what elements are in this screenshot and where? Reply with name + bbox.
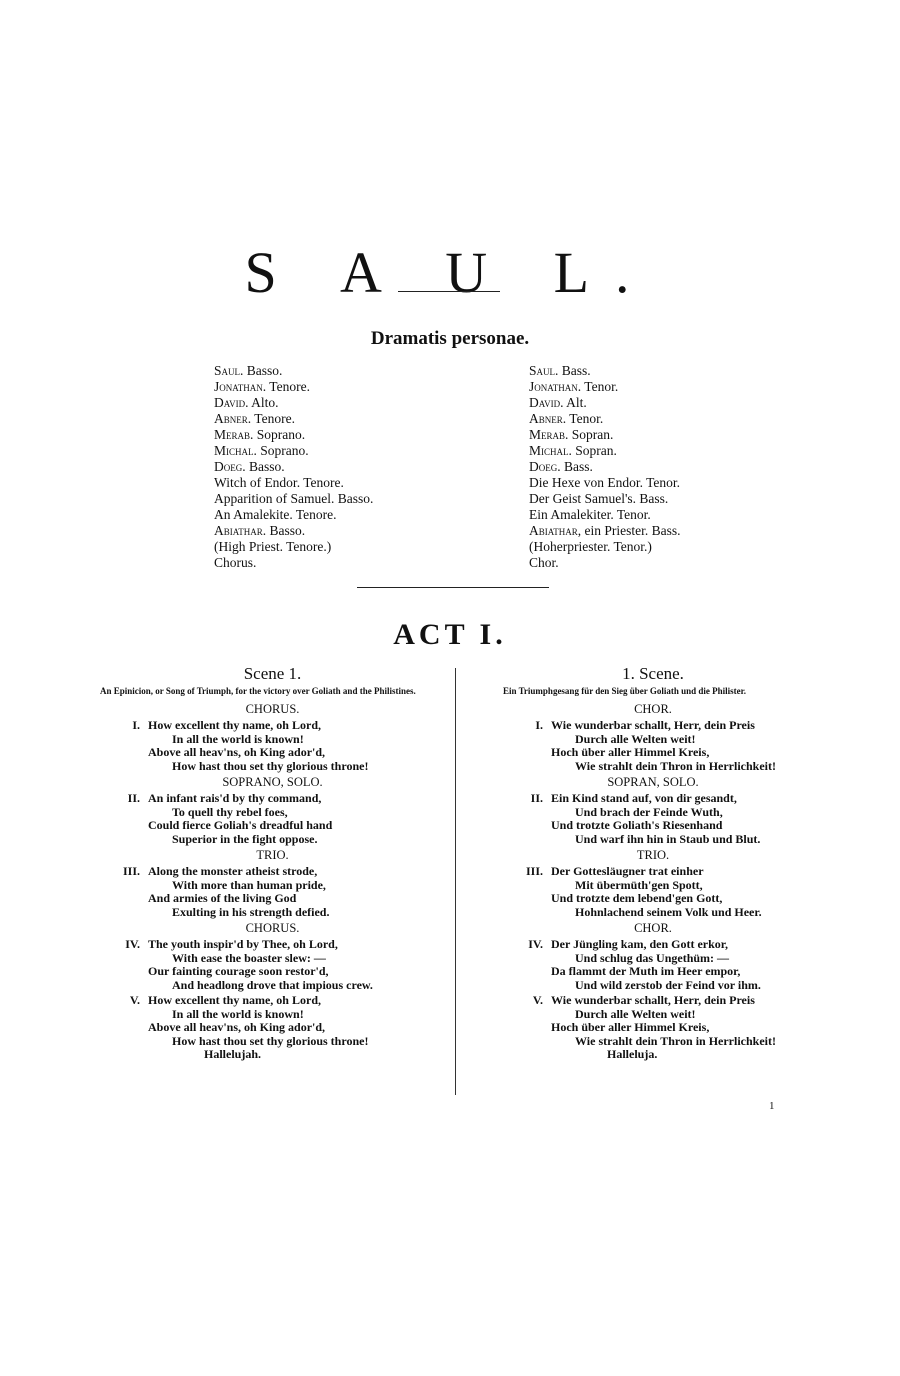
verse-line: Der Jüngling kam, den Gott erkor, [551, 937, 729, 951]
persona-entry [529, 539, 681, 555]
persona-name: Merab. [529, 427, 569, 442]
persona-voice: Alto. [251, 395, 279, 410]
verse-line: Above all heav'ns, oh King ador'd, [148, 745, 326, 759]
stanza-number: I. [535, 718, 543, 732]
persona-entry [529, 427, 681, 443]
verse-line: How hast thou set thy glorious throne! [172, 758, 369, 773]
persona-voice: (Hoherpriester. Tenor.) [529, 539, 652, 554]
persona-entry [529, 379, 681, 395]
persona-entry [214, 555, 373, 571]
persona-name: Doeg. [214, 459, 246, 474]
persona-voice: Basso. [249, 459, 285, 474]
persona-voice: Basso. [246, 363, 283, 378]
stanza [100, 865, 445, 919]
stanza [503, 994, 803, 1062]
verse-line: Wie strahlt dein Thron in Herrlichkeit! [575, 1033, 777, 1048]
persona-entry [529, 507, 681, 523]
verse-line: Hohnlachend seinem Volk und Heer. [575, 904, 762, 919]
page-title: S A U L. [244, 239, 656, 305]
persona-voice: Bass. [561, 363, 591, 378]
verse-line: Superior in the fight oppose. [172, 831, 318, 846]
persona-entry [529, 363, 681, 379]
scene-subtitle: Ein Triumphgesang für den Sieg über Goliath und die Philister. [503, 686, 747, 696]
persona-voice: Alt. [566, 395, 587, 410]
persona-name: Saul. [529, 363, 559, 378]
persona-entry [529, 555, 681, 571]
persona-voice: An Amalekite. Tenore. [214, 507, 337, 522]
persona-entry [529, 475, 681, 491]
german-column [503, 664, 803, 1064]
verse-line: Ein Kind stand auf, von dir gesandt, [551, 791, 737, 805]
persona-name: Jonathan. [529, 379, 582, 394]
persona-entry [214, 363, 373, 379]
voice-heading: SOPRANO, SOLO. [222, 775, 323, 789]
stanza [503, 792, 803, 846]
verse-line: Und warf ihn hin in Staub und Blut. [575, 831, 761, 846]
column-divider [455, 668, 456, 1095]
dramatis-heading: Dramatis personae. [370, 328, 530, 349]
verse-line: Halleluja. [607, 1047, 658, 1061]
persona-voice: Chorus. [214, 555, 257, 570]
persona-voice: Bass. [564, 459, 593, 474]
persona-entry [214, 395, 373, 411]
persona-name: Saul. [214, 363, 244, 378]
stanza [503, 865, 803, 919]
stanza-number: IV. [125, 937, 140, 951]
voice-heading: TRIO. [636, 848, 670, 862]
persona-name: David. [529, 395, 564, 410]
verse-line: Along the monster atheist strode, [148, 864, 318, 878]
persona-entry [214, 379, 373, 395]
persona-entry [529, 491, 681, 507]
verse-line: Und schlug das Ungethüm: — [575, 950, 730, 965]
verse-line: Da flammt der Muth im Heer empor, [551, 964, 741, 978]
verse-line: Our fainting courage soon restor'd, [148, 964, 329, 978]
scene-title: Scene 1. [243, 664, 302, 683]
voice-heading: CHOR. [634, 702, 672, 716]
persona-entry [214, 475, 373, 491]
persona-name: Abiathar. [214, 523, 267, 538]
verse-line: In all the world is known! [172, 731, 304, 746]
persona-name: Michal. [214, 443, 257, 458]
persona-entry [529, 523, 681, 539]
persona-voice: Tenore. [269, 379, 310, 394]
verse-line: Exulting in his strength defied. [172, 904, 330, 919]
persona-voice: Tenore. [254, 411, 295, 426]
verse-line: Wie wunderbar schallt, Herr, dein Preis [551, 718, 755, 732]
verse-line: How excellent thy name, oh Lord, [148, 993, 321, 1007]
scene-title: 1. Scene. [622, 664, 684, 683]
persona-voice: Ein Amalekiter. Tenor. [529, 507, 651, 522]
personae-list-german [529, 363, 681, 571]
persona-entry [214, 459, 373, 475]
stanza [100, 792, 445, 846]
voice-heading: CHORUS. [245, 702, 300, 716]
stanza-number: I. [132, 718, 140, 732]
persona-voice: Apparition of Samuel. Basso. [214, 491, 374, 506]
verse-line: Wie strahlt dein Thron in Herrlichkeit! [575, 758, 777, 773]
stanza-number: II. [530, 791, 543, 805]
persona-entry [214, 507, 373, 523]
verse-line: With ease the boaster slew: — [172, 950, 326, 965]
stanza [100, 719, 445, 773]
persona-voice: Tenor. [569, 411, 604, 426]
persona-name: David. [214, 395, 249, 410]
persona-voice: ein Priester. Bass. [584, 523, 681, 538]
verse-line: Und trotzte Goliath's Riesenhand [551, 818, 723, 832]
verse-line: Hoch über aller Himmel Kreis, [551, 745, 710, 759]
stanza [100, 994, 445, 1062]
persona-voice: Chor. [529, 555, 559, 570]
persona-name: Abiathar, [529, 523, 582, 538]
persona-name: Jonathan. [214, 379, 267, 394]
persona-entry [529, 459, 681, 475]
act-rule [357, 587, 549, 588]
persona-name: Abner. [214, 411, 252, 426]
persona-name: Michal. [529, 443, 572, 458]
stanza-number: II. [127, 791, 140, 805]
stanza-number: III. [525, 864, 543, 878]
voice-heading: TRIO. [256, 848, 289, 862]
persona-voice: (High Priest. Tenore.) [214, 539, 332, 554]
persona-voice: Tenor. [584, 379, 619, 394]
voice-heading: CHOR. [634, 921, 672, 935]
persona-voice: Soprano. [260, 443, 309, 458]
persona-name: Abner. [529, 411, 567, 426]
persona-voice: Sopran. [571, 427, 614, 442]
verse-line: And headlong drove that impious crew. [172, 977, 373, 992]
stanza-number: V. [532, 993, 543, 1007]
verse-line: With more than human pride, [172, 877, 326, 892]
verse-line: Durch alle Welten weit! [575, 731, 696, 746]
persona-entry [214, 539, 373, 555]
verse-line: Hoch über aller Himmel Kreis, [551, 1020, 710, 1034]
stanza [100, 938, 445, 992]
sections [100, 702, 445, 1062]
verse-line: Mit übermüth'gen Spott, [575, 877, 703, 892]
persona-entry [214, 443, 373, 459]
persona-voice: Die Hexe von Endor. Tenor. [529, 475, 681, 490]
sections [503, 702, 803, 1062]
page-number: 1 [769, 1100, 775, 1112]
persona-entry [529, 443, 681, 459]
verse-line: How excellent thy name, oh Lord, [148, 718, 321, 732]
title-rule [398, 291, 500, 292]
persona-voice: Soprano. [256, 427, 306, 442]
persona-entry [529, 411, 681, 427]
verse-line: Could fierce Goliah's dreadful hand [148, 818, 333, 832]
persona-name: Merab. [214, 427, 254, 442]
verse-line: Wie wunderbar schallt, Herr, dein Preis [551, 993, 755, 1007]
persona-entry [529, 395, 681, 411]
voice-heading: CHORUS. [245, 921, 300, 935]
stanza-number: III. [122, 864, 140, 878]
persona-entry [214, 427, 373, 443]
persona-voice: Witch of Endor. Tenore. [214, 475, 344, 490]
stanza-number: IV. [528, 937, 543, 951]
voice-heading: SOPRAN, SOLO. [607, 775, 699, 789]
verse-line: To quell thy rebel foes, [172, 804, 288, 819]
verse-line: Und trotzte dem lebend'gen Gott, [551, 891, 723, 905]
persona-voice: Basso. [269, 523, 306, 538]
stanza [503, 719, 803, 773]
persona-name: Doeg. [529, 459, 561, 474]
act-heading: ACT I. [393, 618, 507, 651]
verse-line: How hast thou set thy glorious throne! [172, 1033, 369, 1048]
verse-line: Hallelujah. [204, 1047, 262, 1061]
verse-line: Durch alle Welten weit! [575, 1006, 696, 1021]
persona-entry [214, 491, 373, 507]
verse-line: In all the world is known! [172, 1006, 304, 1021]
scene-subtitle: An Epinicion, or Song of Triumph, for the victory over Goliath and the Philistines. [100, 686, 416, 696]
persona-entry [214, 523, 373, 539]
stanza-number: V. [129, 993, 140, 1007]
verse-line: Und brach der Feinde Wuth, [575, 804, 723, 819]
stanza [503, 938, 803, 992]
persona-entry [214, 411, 373, 427]
verse-line: And armies of the living God [148, 891, 297, 905]
verse-line: An infant rais'd by thy command, [148, 791, 322, 805]
personae-list-english [214, 363, 373, 571]
verse-line: Und wild zerstob der Feind vor ihm. [575, 977, 761, 992]
verse-line: The youth inspir'd by Thee, oh Lord, [148, 937, 338, 951]
persona-voice: Der Geist Samuel's. Bass. [529, 491, 669, 506]
persona-voice: Sopran. [575, 443, 617, 458]
english-column [100, 664, 445, 1064]
verse-line: Der Gottesläugner trat einher [551, 864, 704, 878]
verse-line: Above all heav'ns, oh King ador'd, [148, 1020, 326, 1034]
